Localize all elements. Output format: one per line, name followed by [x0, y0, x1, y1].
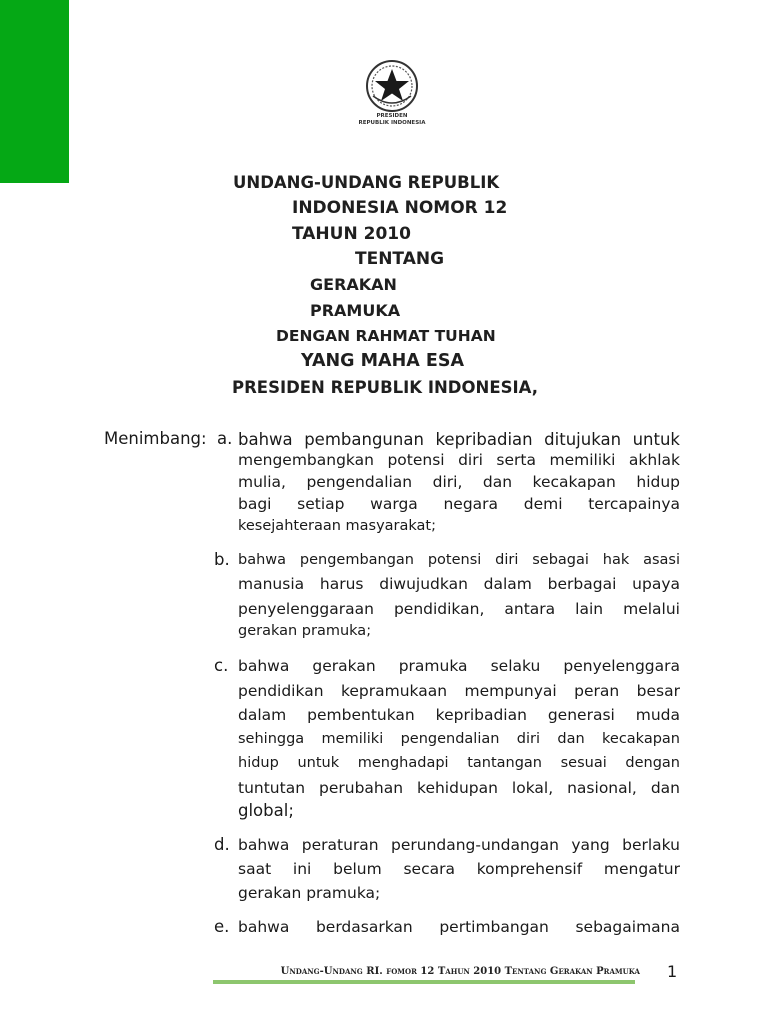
item-text-line: pendidikan kepramukaan mempunyai peran besar	[238, 682, 680, 700]
item-text-line: bahwa pembangunan kepribadian ditujukan untuk	[238, 430, 680, 449]
item-text-line: tuntutan perubahan kehidupan lokal, nasional, dan	[238, 779, 680, 797]
item-text-line: bagi setiap warga negara demi tercapainya	[238, 495, 680, 513]
emblem-caption	[340, 113, 444, 127]
item-text-line: global;	[238, 801, 294, 820]
title-line: PRESIDEN REPUBLIK INDONESIA,	[232, 378, 538, 397]
item-letter: b.	[214, 550, 230, 569]
item-text-line: bahwa peraturan perundang-undangan yang berlaku	[238, 836, 680, 854]
green-corner-bar	[0, 0, 69, 183]
item-text-line: mengembangkan potensi diri serta memiliki akhlak	[238, 451, 680, 469]
item-text-line: dalam pembentukan kepribadian generasi muda	[238, 706, 680, 724]
title-line: GERAKAN	[310, 275, 397, 294]
emblem-caption-line: REPUBLIK INDONESIA	[358, 120, 426, 126]
item-letter: d.	[214, 835, 230, 854]
running-footer-title: Undang-Undang RI. fomor 12 Tahun 2010 Tentang Gerakan Pramuka	[280, 966, 640, 977]
item-text-line: kesejahteraan masyarakat;	[238, 518, 436, 534]
garuda-emblem-icon	[364, 58, 420, 114]
item-letter: e.	[214, 917, 230, 936]
title-line: UNDANG-UNDANG REPUBLIK	[233, 173, 500, 192]
item-text-line: penyelenggaraan pendidikan, antara lain melalui	[238, 600, 680, 618]
item-text-line: hidup untuk menghadapi tantangan sesuai dengan	[238, 755, 680, 771]
footer-rule	[213, 980, 635, 984]
title-line: TAHUN 2010	[292, 224, 411, 244]
title-line: YANG MAHA ESA	[301, 351, 464, 371]
title-line: DENGAN RAHMAT TUHAN	[276, 327, 496, 345]
title-line: PRAMUKA	[310, 301, 401, 320]
item-text-line: mulia, pengendalian diri, dan kecakapan hidup	[238, 473, 680, 491]
item-letter: a.	[217, 429, 233, 448]
item-text-line: bahwa berdasarkan pertimbangan sebagaimana	[238, 918, 680, 936]
item-text-line: saat ini belum secara komprehensif mengatur	[238, 860, 680, 878]
item-text-line: bahwa gerakan pramuka selaku penyelenggara	[238, 657, 680, 675]
item-text-line: gerakan pramuka;	[238, 623, 372, 639]
emblem-caption-line: PRESIDEN	[376, 113, 408, 119]
title-line: TENTANG	[355, 249, 445, 269]
item-letter: c.	[214, 656, 229, 675]
title-line: INDONESIA NOMOR 12	[292, 198, 508, 218]
item-text-line: manusia harus diwujudkan dalam berbagai upaya	[238, 575, 680, 593]
item-text-line: bahwa pengembangan potensi diri sebagai hak asasi	[238, 552, 680, 568]
item-text-line: gerakan pramuka;	[238, 884, 381, 902]
item-text-line: sehingga memiliki pengendalian diri dan kecakapan	[238, 731, 680, 747]
considering-label: Menimbang:	[104, 429, 207, 448]
page-number: 1	[667, 962, 678, 981]
